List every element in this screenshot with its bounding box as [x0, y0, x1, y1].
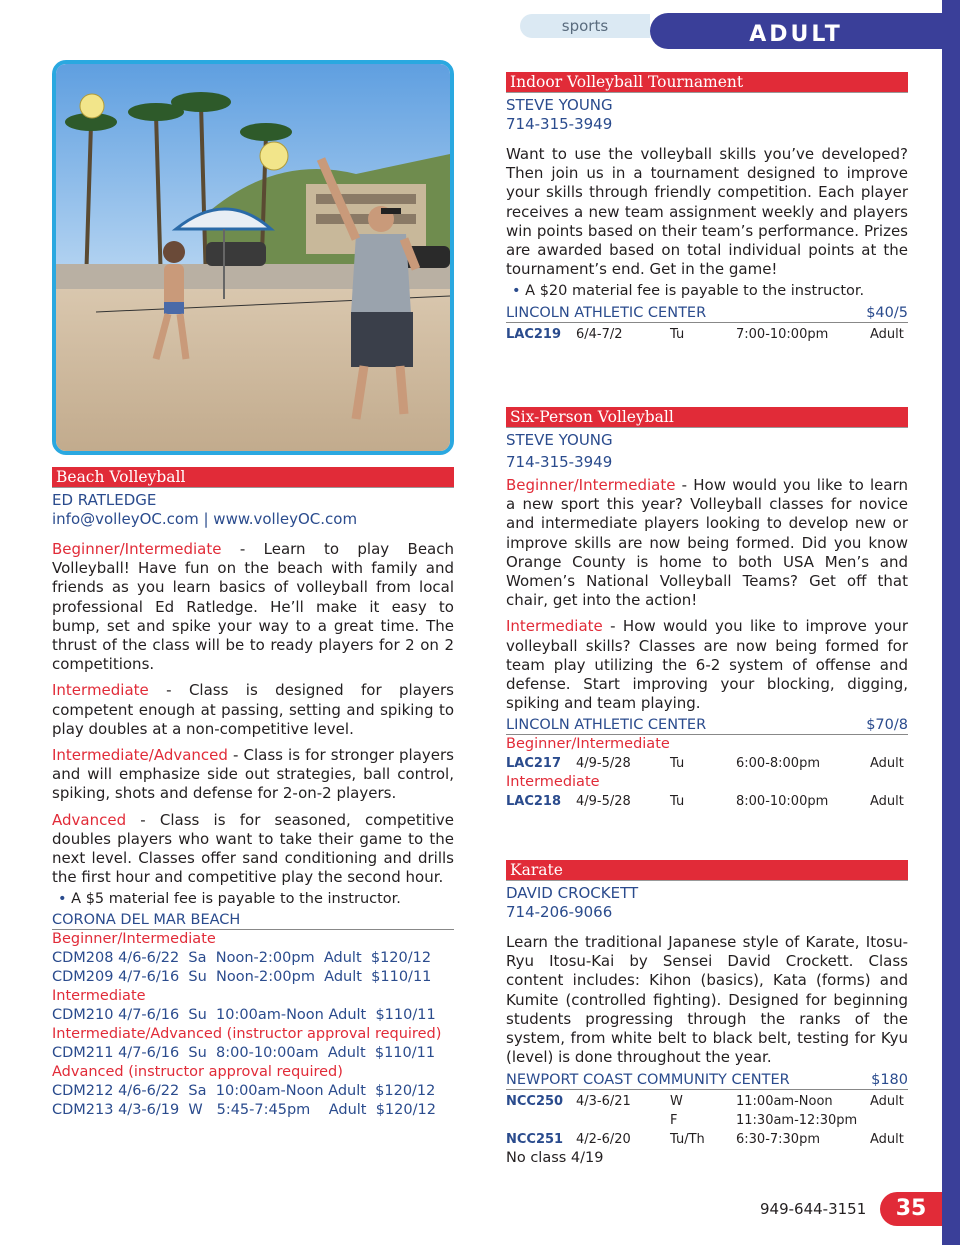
six-person-volleyball-section [506, 407, 908, 811]
bullet-text: A $5 material fee is payable to the instructor. [71, 891, 401, 908]
class-row[interactable] [506, 1130, 908, 1149]
level-heading: Intermediate [52, 988, 146, 1005]
class-code[interactable]: LAC217 [506, 756, 562, 772]
level-label: Intermediate [506, 617, 603, 636]
edge-bar [942, 0, 960, 1245]
class-row[interactable] [506, 325, 908, 344]
beach-contact-links[interactable]: info@volleyOC.com | www.volleyOC.com [52, 510, 358, 528]
class-age: Adult [870, 1132, 904, 1148]
class-time: 7:00-10:00pm [736, 327, 829, 343]
beach-paragraph-3 [52, 746, 454, 804]
bullet-text: A $20 material fee is payable to the instructor. [525, 283, 865, 300]
class-row[interactable]: CDM210 4/7-6/16 Su 10:00am-Noon Adult $110/11 [52, 1007, 436, 1024]
class-day: Tu [670, 794, 685, 810]
class-row[interactable]: CDM213 4/3-6/19 W 5:45-7:45pm Adult $120/12 [52, 1102, 436, 1119]
beach-volleyball-title: Beach Volleyball [52, 467, 454, 488]
indoor-location [506, 304, 908, 323]
beach-location: CORONA DEL MAR BEACH [52, 911, 454, 930]
bullet-icon: • [58, 891, 67, 908]
section-tab-sports: sports [520, 14, 650, 38]
class-row[interactable]: CDM212 4/6-6/22 Sa 10:00am-Noon Adult $120/12 [52, 1083, 436, 1100]
level-heading: Advanced (instructor approval required) [52, 1064, 343, 1081]
karate-description: Learn the traditional Japanese style of Karate, Itosu-Ryu Itosu-Kai by Sensei David Crockett. Class content includes: Kihon (basics), Kata (forms) and Kumite (controlled fighting). Designed for beginning students progressing through the ranks of the system, from white belt to black belt, testing for Kyu (level) is done throughout the year. [506, 933, 908, 1067]
price: $180 [871, 1072, 908, 1089]
class-row[interactable]: CDM209 4/7-6/16 Su Noon-2:00pm Adult $110/11 [52, 969, 432, 986]
beach-paragraph-4 [52, 811, 454, 888]
class-day: W [670, 1094, 683, 1110]
section-tab-adult: ADULT [650, 13, 942, 49]
level-heading: Beginner/Intermediate [52, 931, 216, 948]
indoor-instructor: STEVE YOUNG [506, 96, 613, 114]
price: $40/5 [866, 305, 908, 322]
six-paragraph-2 [506, 617, 908, 713]
karate-section [506, 860, 908, 1168]
class-code[interactable]: LAC218 [506, 794, 562, 810]
level-label: Intermediate/Advanced [52, 746, 228, 765]
class-row[interactable] [506, 792, 908, 811]
beach-paragraph-2 [52, 681, 454, 739]
class-age: Adult [870, 327, 904, 343]
bullet-icon: • [512, 283, 521, 300]
beach-volleyball-photo [52, 60, 454, 455]
class-day: Tu [670, 327, 685, 343]
six-instructor: STEVE YOUNG [506, 431, 613, 449]
level-label: Beginner/Intermediate [52, 540, 222, 558]
class-age: Adult [870, 756, 904, 772]
class-time: 8:00-10:00pm [736, 794, 829, 810]
photo-illustration [56, 64, 450, 451]
class-day: Tu [670, 756, 685, 772]
class-time: 6:00-8:00pm [736, 756, 820, 772]
class-code[interactable]: NCC251 [506, 1132, 564, 1148]
karate-note: No class 4/19 [506, 1150, 604, 1167]
location-name: LINCOLN ATHLETIC CENTER [506, 305, 707, 322]
class-row[interactable]: CDM208 4/6-6/22 Sa Noon-2:00pm Adult $120/12 [52, 950, 432, 967]
level-label: Intermediate [52, 681, 149, 700]
level-label: Advanced [52, 810, 127, 829]
class-age: Adult [870, 794, 904, 810]
karate-title: Karate [506, 860, 908, 881]
paragraph-text: - Class is for stronger players and will emphasize side out strategies, ball control, spiking, shots and defense for 2-on-2 players. [52, 746, 454, 803]
karate-phone: 714-206-9066 [506, 903, 613, 921]
indoor-fee-bullet [506, 281, 908, 301]
class-time: 6:30-7:30pm [736, 1132, 820, 1148]
page-number: 35 [880, 1192, 942, 1226]
six-location [506, 716, 908, 735]
paragraph-text: - How would you like to improve your volleyball skills? Classes are now being formed for team play utilizing the 6-2 system of offense and defense. Start improving your blocking, digging, spiking and team playing. [506, 617, 908, 713]
karate-instructor: DAVID CROCKETT [506, 884, 639, 902]
class-dates: 4/3-6/21 [576, 1094, 631, 1110]
level-label: Beginner/Intermediate [506, 476, 676, 494]
beach-fee-bullet [52, 889, 454, 909]
paragraph-text: - Learn to play Beach Volleyball! Have fun on the beach with family and friends as you learn basics of volleyball from local professional Ed Ratledge. He’ll make it easy to bump, set and spike your way to a great time. The thrust of the class will be to ready players for 2 on 2 competitions. [52, 540, 454, 674]
level-heading: Beginner/Intermediate [506, 736, 670, 753]
indoor-volleyball-section [506, 72, 908, 344]
six-phone: 714-315-3949 [506, 453, 613, 471]
beach-instructor: ED RATLEDGE [52, 491, 157, 509]
location-name: LINCOLN ATHLETIC CENTER [506, 717, 707, 734]
class-day: F [670, 1113, 678, 1129]
class-time: 11:00am-Noon [736, 1094, 833, 1110]
class-age: Adult [870, 1094, 904, 1110]
class-row[interactable] [506, 754, 908, 773]
class-time: 11:30am-12:30pm [736, 1113, 858, 1129]
class-day: Tu/Th [670, 1132, 705, 1148]
level-heading: Intermediate/Advanced (instructor approval required) [52, 1026, 442, 1043]
class-code[interactable]: LAC219 [506, 327, 562, 343]
price: $70/8 [866, 717, 908, 734]
class-dates: 4/9-5/28 [576, 756, 631, 772]
six-person-title: Six-Person Volleyball [506, 407, 908, 428]
level-heading: Intermediate [506, 774, 600, 791]
beach-volleyball-section [52, 467, 454, 1120]
indoor-phone: 714-315-3949 [506, 115, 613, 133]
karate-location [506, 1071, 908, 1090]
paragraph-text: - Class is for seasoned, competitive doubles players who want to take their game to the next level. Classes offer sand conditioning and drills the first hour and competitive play the second hour. [52, 810, 454, 887]
class-dates: 4/9-5/28 [576, 794, 631, 810]
footer-phone: 949-644-3151 [760, 1200, 867, 1218]
indoor-description: Want to use the volleyball skills you’ve developed? Then join us in a tournament designed to improve your skills through friendly competition. Each player receives a new team assignment weekly and players win points based on their team’s performance. Prizes are awarded based on total individual points at the tournament’s end. Get in the game! [506, 145, 908, 279]
class-dates: 4/2-6/20 [576, 1132, 631, 1148]
class-row[interactable]: CDM211 4/7-6/16 Su 8:00-10:00am Adult $110/11 [52, 1045, 436, 1062]
class-row-extra-day [506, 1111, 908, 1130]
class-dates: 6/4-7/2 [576, 327, 623, 343]
class-code[interactable]: NCC250 [506, 1094, 564, 1110]
indoor-volleyball-title: Indoor Volleyball Tournament [506, 72, 908, 93]
six-paragraph-1 [506, 476, 908, 610]
paragraph-text: - Class is designed for players competent enough at passing, setting and spiking to play doubles at a non-competitive level. [52, 681, 454, 738]
paragraph-text: - How would you like to learn a new sport this year? Volleyball classes for novice and intermediate players looking to develop new or improve skills are now being formed. Did you know Orange County is home to both USA Men’s and Women’s National Volleyball Teams? Get off that chair, get into the action! [506, 476, 908, 610]
location-name: NEWPORT COAST COMMUNITY CENTER [506, 1072, 790, 1089]
beach-paragraph-1 [52, 540, 454, 674]
class-row[interactable] [506, 1092, 908, 1111]
